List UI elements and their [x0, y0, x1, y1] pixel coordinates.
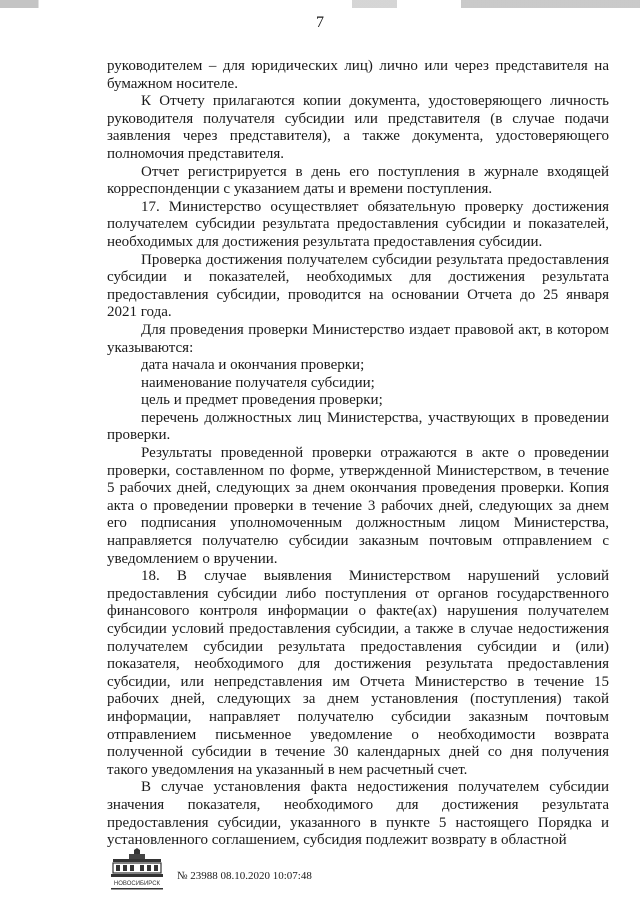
paragraph: К Отчету прилагаются копии документа, удостоверяющего личность руководителя получателя субсидии или представителя (в случае подачи заявления через представителя), а также документа, удостоверяющего полномочия представителя. [107, 93, 609, 162]
paragraph: руководителем – для юридических лиц) лично или через представителя на бумажном носителе. [107, 58, 609, 92]
document-stamp [177, 870, 312, 882]
paragraph-item-17: 17. Министерство осуществляет обязательную проверку достижения получателем субсидии результата предоставления субсидии и показателей, необходимых для достижения результата предоставления субсидии. [107, 198, 609, 250]
list-item: дата начала и окончания проверки; [141, 357, 365, 374]
page-number: 7 [316, 14, 324, 31]
paragraph-item-18: 18. В случае выявления Министерством нарушений условий предоставления субсидии либо поступления от органов государственного финансового контроля информации о факте(ах) нарушения получателем субсидии условий предоставления субсидии, а также в случае недостижения получателем субсидии результата предоставления субсидии и (или) показателя, необходимого для достижения результата предоставления субсидии, или непредставления им Отчета Министерство в течение 15 рабочих дней, следующих за днем установления (поступления) такой информации, направляет получателю субсидии заказным почтовым отправлением письменное уведомление о необходимости возврата полученной субсидии в течение 30 календарных дней со дня получения такого уведомления на указанный в нем расчетный счет. [107, 568, 609, 778]
list-item: цель и предмет проведения проверки; [141, 392, 383, 409]
document-datetime: 08.10.2020 10:07:48 [220, 870, 312, 882]
paragraph: Проверка достижения получателем субсидии результата предоставления субсидии и показателей, необходимых для достижения результата предоставления субсидии, проводится на основании Отчета до 25 января 2021 года. [107, 251, 609, 321]
emblem-label: НОВОСИБИРСК [113, 881, 161, 887]
document-footer [107, 848, 527, 896]
paragraph: Результаты проведенной проверки отражаются в акте о проведении проверки, составленном по форме, утвержденной Министерством, в течение 5 рабочих дней, следующих за днем окончания проведения проверки. Копия акта о проведении проверки в течение 3 рабочих дней, следующих за днем его подписания уполномоченным должностным лицом Министерства, направляется получателю субсидии заказным почтовым отправлением с уведомлением о вручении. [107, 445, 609, 567]
document-number: 23988 [190, 870, 218, 882]
document-body [107, 58, 609, 850]
paragraph: В случае установления факта недостижения получателем субсидии значения показателя, необходимого для достижения результата предоставления субсидии, указанного в пункте 5 настоящего Порядка и установленного соглашением, субсидия подлежит возврату в областной [107, 779, 609, 849]
list-item: перечень должностных лиц Министерства, участвующих в проведении проверки. [107, 409, 609, 444]
paragraph: Отчет регистрируется в день его поступления в журнале входящей корреспонденции с указанием даты и времени поступления. [107, 163, 609, 198]
list-item: наименование получателя субсидии; [141, 374, 375, 391]
scan-edge-artifact [0, 0, 640, 8]
paragraph: Для проведения проверки Министерство издает правовой акт, в котором указываются: [107, 321, 609, 356]
registry-emblem-icon [107, 848, 167, 892]
number-sign-icon: № [177, 870, 188, 882]
